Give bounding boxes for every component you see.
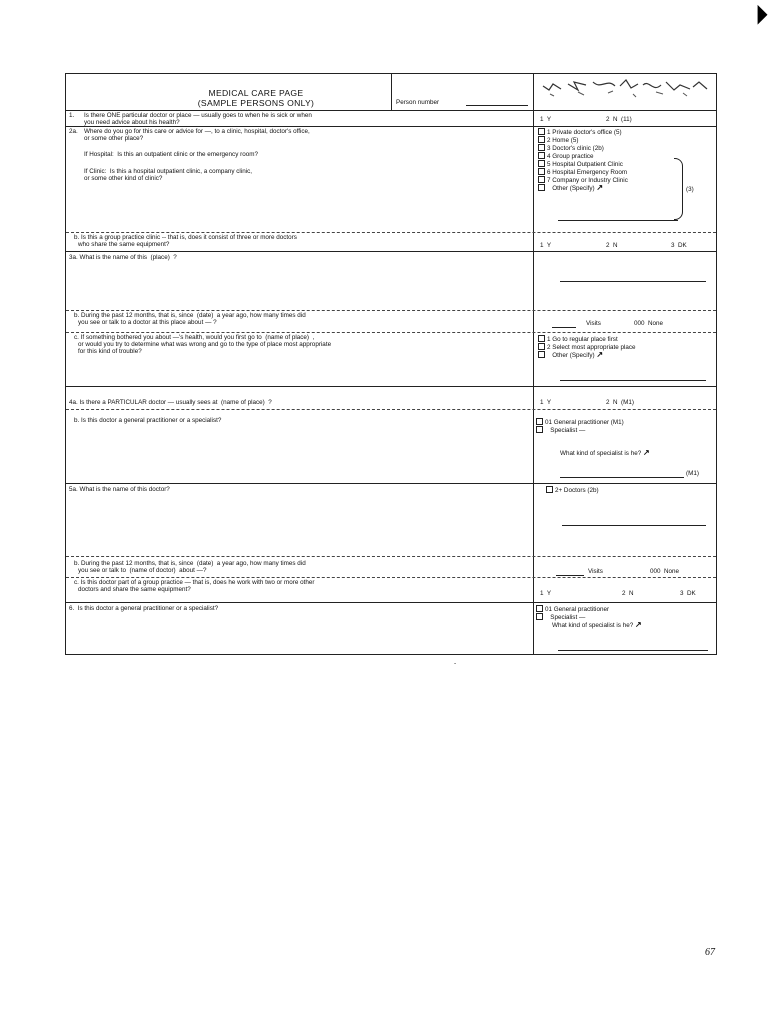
q2a-clinic-probe-line1: If Clinic: Is this a hospital outpatient clinic, a company clinic,: [84, 168, 252, 175]
checkbox[interactable]: [538, 176, 545, 183]
checkbox[interactable]: [538, 160, 545, 167]
q4b-code: (M1): [686, 470, 699, 477]
q2a-number: 2a.: [69, 128, 78, 135]
q5b-visits-label: Visits: [588, 568, 603, 575]
checkbox[interactable]: [538, 144, 545, 151]
title-line-1: MEDICAL CARE PAGE: [208, 88, 304, 98]
q2b-answer-no[interactable]: 2 N: [606, 242, 618, 249]
q4b-specialty-field[interactable]: [560, 477, 684, 478]
q5c-answer-yes[interactable]: 1 Y: [540, 590, 552, 597]
arrow-icon: ↗: [634, 620, 642, 629]
q5b-visits-field[interactable]: [556, 575, 584, 576]
checkbox[interactable]: [536, 605, 543, 612]
q3b-visits-field[interactable]: [552, 327, 576, 328]
checkbox[interactable]: [538, 152, 545, 159]
q2a-option[interactable]: 7 Company or Industry Clinic: [538, 176, 628, 184]
dashed-divider: [66, 332, 716, 333]
q3b-visits-label: Visits: [586, 320, 601, 327]
q5a-text: 5a. What is the name of this doctor?: [69, 486, 170, 493]
q5c-text-line2: doctors and share the same equipment?: [78, 586, 191, 593]
q2a-other-specify-field[interactable]: [558, 220, 678, 221]
q5b-text-line1: b. During the past 12 months, that is, since (date) a year ago, how many times did: [74, 560, 306, 567]
checkbox[interactable]: [538, 128, 545, 135]
checkbox[interactable]: [538, 168, 545, 175]
q2a-option[interactable]: 1 Private doctor's office (5): [538, 128, 622, 136]
q2a-option[interactable]: 6 Hospital Emergency Room: [538, 168, 627, 176]
checkbox[interactable]: [538, 184, 545, 191]
checkbox[interactable]: [538, 351, 545, 358]
q6-option[interactable]: 01 General practitioner: [536, 605, 609, 613]
scribble-marks: [538, 76, 713, 100]
q3b-text-line2: you see or talk to a doctor at this place about — ?: [78, 319, 217, 326]
dashed-divider: [66, 310, 716, 311]
q6-text: 6. Is this doctor a general practitioner or a specialist?: [69, 605, 219, 612]
q4a-answer-no[interactable]: 2 N (M1): [606, 399, 634, 406]
q6-specialist-question: What kind of specialist is he? ↗: [552, 620, 642, 629]
option-group-brace: [674, 158, 683, 220]
q1-text-line1: Is there ONE particular doctor or place — usually goes to when he is sick or when: [84, 112, 312, 119]
q1-answer-yes[interactable]: 1 Y: [540, 116, 552, 123]
dashed-divider: [66, 409, 716, 410]
q2a-clinic-probe-line2: or some other kind of clinic?: [84, 175, 163, 182]
arrow-icon: ↗: [642, 448, 650, 457]
q2b-answer-dk[interactable]: 3 DK: [671, 242, 687, 249]
q5c-answer-dk[interactable]: 3 DK: [680, 590, 696, 597]
q3a-place-name-field[interactable]: [560, 281, 706, 282]
q5b-text-line2: you see or talk to (name of doctor) about —?: [78, 567, 207, 574]
q2a-option[interactable]: 3 Doctor's clinic (2b): [538, 144, 604, 152]
q2a-brace-label: (3): [686, 186, 694, 193]
q4b-specialist-question: What kind of specialist is he? ↗: [560, 448, 650, 457]
q3c-other-specify-field[interactable]: [560, 380, 706, 381]
dashed-divider: [66, 577, 716, 578]
dashed-divider: [66, 556, 716, 557]
row-divider: [66, 483, 716, 484]
arrow-icon: ↗: [596, 350, 604, 359]
q2a-option-other[interactable]: Other (Specify) ↗: [538, 184, 603, 192]
q6-specialty-field[interactable]: [558, 650, 708, 651]
q5c-answer-no[interactable]: 2 N: [622, 590, 634, 597]
q5a-doctor-name-field[interactable]: [562, 525, 706, 526]
q4a-text: 4a. Is there a PARTICULAR doctor — usually sees at (name of place) ?: [69, 399, 272, 406]
q2a-text-line2: or some other place?: [84, 135, 144, 142]
checkbox[interactable]: [536, 418, 543, 425]
checkbox[interactable]: [546, 486, 553, 493]
medical-care-form: [65, 73, 717, 655]
q3b-none-option[interactable]: 000 None: [634, 320, 664, 327]
checkbox[interactable]: [538, 343, 545, 350]
q3c-text-line1: c. If something bothered you about —'s health, would you first go to (name of place) ,: [74, 334, 315, 341]
q4b-option[interactable]: Specialist —: [536, 426, 585, 434]
row-divider: [66, 602, 716, 603]
q5b-none-option[interactable]: 000 None: [650, 568, 680, 575]
q2a-option[interactable]: 2 Home (5): [538, 136, 579, 144]
q5a-option[interactable]: 2+ Doctors (2b): [546, 486, 599, 494]
q2a-option[interactable]: 5 Hospital Outpatient Clinic: [538, 160, 623, 168]
q2b-answer-yes[interactable]: 1 Y: [540, 242, 552, 249]
title-line-2: (SAMPLE PERSONS ONLY): [197, 98, 315, 108]
q3a-text: 3a. What is the name of this (place) ?: [69, 254, 177, 261]
person-number-field[interactable]: [466, 105, 528, 106]
page-number: 67: [705, 947, 715, 958]
corner-registration-mark: [748, 5, 768, 25]
row-divider: [66, 386, 716, 387]
q5c-text-line1: c. Is this doctor part of a group practice — that is, does he work with two or more other: [74, 579, 315, 586]
q4b-option[interactable]: 01 General practitioner (M1): [536, 418, 624, 426]
q2a-text-line1: Where do you go for this care or advice for —, to a clinic, hospital, doctor's office,: [84, 128, 310, 135]
arrow-icon: ↗: [596, 183, 604, 192]
dashed-divider: [66, 232, 716, 233]
q3b-text-line1: b. During the past 12 months, that is, since (date) a year ago, how many times did: [74, 312, 306, 319]
q3c-option[interactable]: 2 Select most appropriate place: [538, 343, 636, 351]
q2a-option[interactable]: 4 Group practice: [538, 152, 594, 160]
q4a-answer-yes[interactable]: 1 Y: [540, 399, 552, 406]
form-title: [176, 88, 336, 108]
person-number-label: Person number: [396, 99, 440, 106]
answer-column-divider: [533, 74, 534, 654]
checkbox[interactable]: [538, 335, 545, 342]
q1-answer-no[interactable]: 2 N (11): [606, 116, 632, 123]
q2b-text-line1: b. Is this a group practice clinic -- that is, does it consist of three or more doctors: [74, 234, 297, 241]
q6-option[interactable]: Specialist —: [536, 613, 585, 621]
q2a-hospital-probe: If Hospital: Is this an outpatient clinic or the emergency room?: [84, 151, 258, 158]
q4b-text: b. Is this doctor a general practitioner or a specialist?: [74, 417, 222, 424]
q3c-option[interactable]: 1 Go to regular place first: [538, 335, 618, 343]
checkbox[interactable]: [536, 426, 543, 433]
row-divider: [66, 110, 716, 111]
row-divider: [66, 251, 716, 252]
q3c-text-line3: for this kind of trouble?: [78, 348, 142, 355]
checkbox[interactable]: [538, 136, 545, 143]
q1-text-line2: you need advice about his health?: [84, 119, 180, 126]
q2b-text-line2: who share the same equipment?: [78, 241, 170, 248]
q3c-option-other[interactable]: Other (Specify) ↗: [538, 351, 603, 359]
q3c-text-line2: or would you try to determine what was wrong and go to the type of place most appropriate: [78, 341, 332, 348]
stray-mark: -: [454, 660, 457, 667]
row-divider: [66, 126, 716, 127]
q1-number: 1.: [69, 112, 75, 119]
checkbox[interactable]: [536, 613, 543, 620]
